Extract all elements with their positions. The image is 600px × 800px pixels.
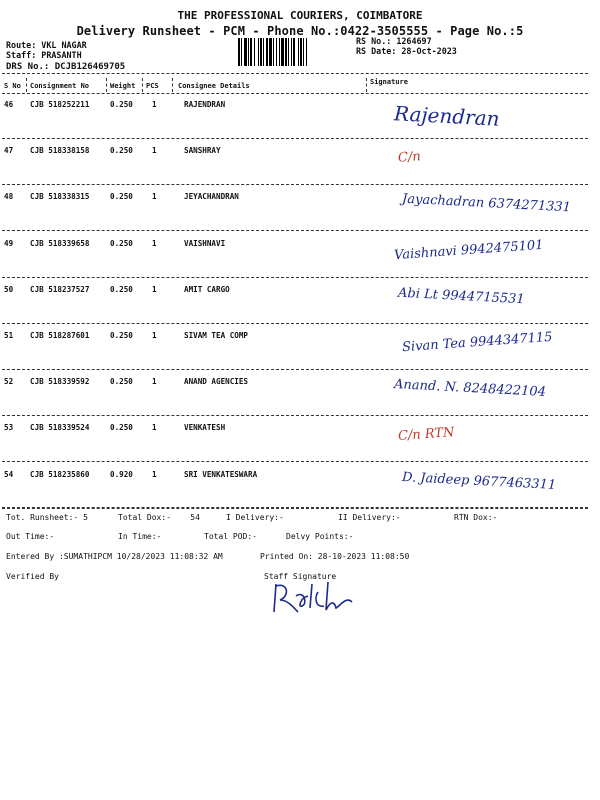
row-divider (2, 230, 588, 231)
route-label: Route: VKL NAGAR (6, 40, 87, 50)
row-divider (2, 184, 588, 185)
row-divider (2, 369, 588, 370)
row-weight: 0.250 (110, 192, 133, 202)
signature-handwriting: Sivan Tea 9944347115 (401, 329, 553, 356)
barcode-image (238, 38, 346, 66)
row-divider (2, 461, 588, 462)
rs-number: RS No.: 1264697 (356, 36, 432, 46)
row-weight: 0.250 (110, 284, 133, 294)
row-consignment-no: CJB 518237527 (30, 284, 90, 294)
row-consignee: RAJENDRAN (184, 100, 226, 109)
drs-number: DRS No.: DCJB126469705 (6, 62, 126, 72)
rs-date: RS Date: 28-Oct-2023 (356, 46, 457, 56)
table-row (0, 100, 600, 146)
row-weight: 0.250 (110, 331, 133, 340)
in-time: In Time:- (118, 532, 162, 541)
table-row (0, 423, 600, 469)
row-weight: 0.920 (110, 469, 133, 479)
row-consignee: JEYACHANDRAN (184, 192, 239, 202)
row-weight: 0.250 (110, 238, 133, 248)
row-weight: 0.250 (110, 423, 133, 433)
row-consignee: SANSHRAY (184, 146, 221, 156)
row-pcs: 1 (152, 284, 157, 294)
row-consignment-no: CJB 518338158 (30, 146, 90, 156)
i-delivery: I Delivery:- (226, 513, 284, 522)
signature-handwriting: C/n RTN (397, 425, 455, 445)
row-consignee: SRI VENKATESWARA (184, 469, 258, 479)
row-divider (2, 277, 588, 278)
row-pcs: 1 (152, 469, 157, 479)
row-consignment-no: CJB 518339524 (30, 423, 90, 433)
row-pcs: 1 (152, 146, 157, 156)
company-name: THE PROFESSIONAL COURIERS, COIMBATORE (177, 9, 423, 22)
staff-signature-label: Staff Signature (264, 572, 337, 581)
total-dox: Total Dox:- 54 (118, 513, 200, 522)
signature-handwriting: Anand. N. 8248422104 (393, 377, 547, 401)
row-sno: 46 (4, 100, 14, 109)
header-rule-bottom (2, 93, 588, 94)
col-divider (106, 78, 107, 92)
row-consignee: VENKATESH (184, 423, 226, 433)
row-consignment-no: CJB 518339658 (30, 238, 90, 248)
row-divider (2, 323, 588, 324)
signature-handwriting: Rajendran (393, 101, 501, 131)
row-divider (2, 138, 588, 139)
row-pcs: 1 (152, 100, 157, 109)
row-consignee: SIVAM TEA COMP (184, 331, 249, 340)
row-sno: 53 (4, 423, 14, 433)
table-row (0, 146, 600, 192)
signature-handwriting: Abi Lt 9944715531 (397, 285, 526, 308)
row-sno: 51 (4, 331, 14, 340)
row-sno: 52 (4, 377, 14, 387)
ii-delivery: II Delivery:- (338, 513, 401, 522)
row-pcs: 1 (152, 423, 157, 433)
row-consignment-no: CJB 518338315 (30, 192, 90, 202)
signature-handwriting: Jayachadran 6374271331 (401, 191, 572, 216)
out-time: Out Time:- (6, 532, 55, 541)
row-sno: 47 (4, 146, 14, 156)
col-divider (142, 78, 143, 92)
row-consignee: VAISHNAVI (184, 238, 226, 248)
row-consignment-no: CJB 518235860 (30, 469, 90, 479)
total-pod: Total POD:- (204, 532, 257, 541)
row-weight: 0.250 (110, 377, 133, 387)
row-pcs: 1 (152, 192, 157, 202)
row-sno: 54 (4, 469, 14, 479)
signature-handwriting: C/n (397, 149, 422, 166)
row-consignee: AMIT CARGO (184, 284, 230, 294)
staff-label: Staff: PRASANTH (6, 50, 82, 60)
signature-handwriting: Vaishnavi 9942475101 (393, 237, 544, 263)
row-consignment-no: CJB 518287601 (30, 331, 90, 340)
printed-on: Printed On: 28-10-2023 11:08:50 (260, 552, 410, 561)
rtn-dox: RTN Dox:- (454, 513, 498, 522)
footer-rule (2, 507, 588, 508)
row-pcs: 1 (152, 238, 157, 248)
col-weight: Weight (110, 82, 136, 90)
col-signature: Signature (370, 78, 408, 86)
verified-by: Verified By (6, 572, 59, 581)
col-divider (26, 78, 27, 92)
signature-handwriting: D. Jaideep 9677463311 (401, 469, 557, 493)
col-pcs: PCS (146, 82, 159, 90)
row-divider (2, 415, 588, 416)
row-pcs: 1 (152, 377, 157, 387)
row-weight: 0.250 (110, 146, 133, 156)
total-runsheet: Tot. Runsheet:- 5 (6, 513, 88, 522)
header-rule-top (2, 73, 588, 74)
row-consignment-no: CJB 518252211 (30, 100, 90, 109)
row-pcs: 1 (152, 331, 157, 340)
row-weight: 0.250 (110, 100, 133, 109)
col-consignee: Consignee Details (178, 82, 250, 90)
runsheet-title: Delivery Runsheet - PCM - Phone No.:0422-3505555 - Page No.:5 (76, 24, 524, 38)
row-consignee: ANAND AGENCIES (184, 377, 249, 387)
col-divider (172, 78, 173, 92)
row-sno: 48 (4, 192, 14, 202)
row-sno: 49 (4, 238, 14, 248)
col-divider (366, 78, 367, 92)
delivery-points: Delvy Points:- (286, 532, 354, 541)
row-consignment-no: CJB 518339592 (30, 377, 90, 387)
entered-by: Entered By :SUMATHIPCM 10/28/2023 11:08:32 AM (6, 552, 223, 561)
row-sno: 50 (4, 284, 14, 294)
col-consignment: Consignment No (30, 82, 90, 90)
staff-signature-image (268, 578, 358, 618)
col-sno: S No (4, 82, 21, 90)
